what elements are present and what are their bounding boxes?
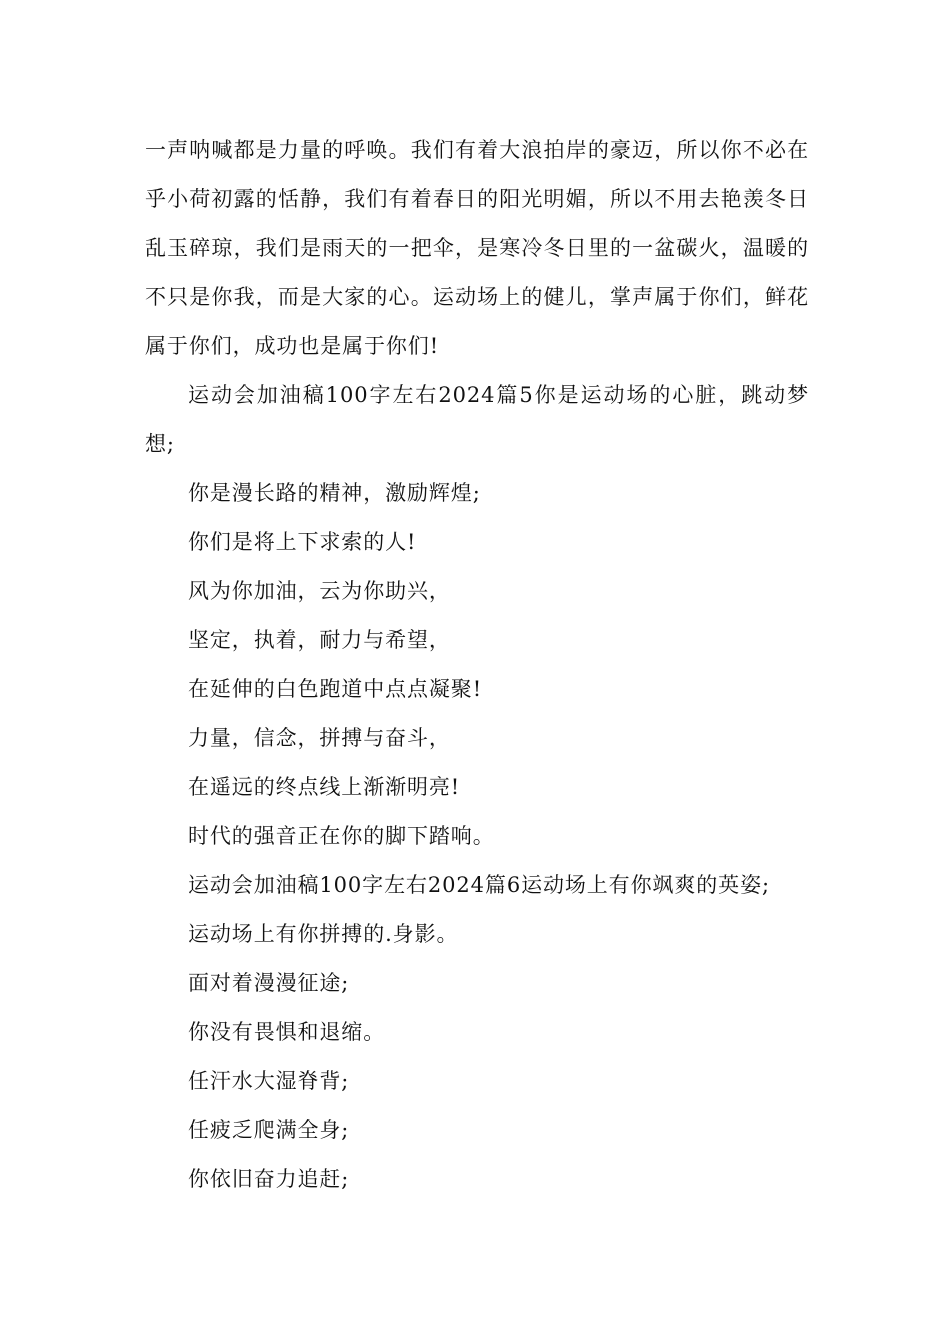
paragraph-line: 时代的强音正在你的脚下踏响。 [188,824,495,848]
paragraph-line: 你们是将上下求索的人! [188,530,417,554]
document-body [145,126,809,1204]
paragraph-line: 力量，信念，拼搏与奋斗， [188,726,451,750]
paragraph-line: 你依旧奋力追赶; [188,1167,350,1191]
paragraph-line: 风为你加油，云为你助兴， [188,579,451,603]
paragraph-line: 在遥远的终点线上渐渐明亮! [188,775,461,799]
paragraph-line: 面对着漫漫征途; [188,971,350,995]
paragraph-line: 你没有畏惧和退缩。 [188,1020,386,1044]
paragraph-line: 任汗水大湿脊背; [188,1069,350,1093]
paragraph-heading-5: 运动会加油稿100字左右2024篇5你是运动场的心脏，跳动梦想; [145,383,809,456]
paragraph-line: 运动场上有你拼搏的.身影。 [188,922,459,946]
paragraph-line: 坚定，执着，耐力与希望， [188,628,451,652]
paragraph-intro: 一声呐喊都是力量的呼唤。我们有着大浪拍岸的豪迈，所以你不必在乎小荷初露的恬静，我们有着春日的阳光明媚，所以不用去艳羡冬日乱玉碎琼，我们是雨天的一把伞，是寒冷冬日里的一盆碳火，温暖的不只是你我，而是大家的心。运动场上的健儿，掌声属于你们，鲜花属于你们，成功也是属于你们! [145,138,809,358]
paragraph-line: 在延伸的白色跑道中点点凝聚! [188,677,483,701]
paragraph-line: 你是漫长路的精神，激励辉煌; [188,481,481,505]
paragraph-heading-6: 运动会加油稿100字左右2024篇6运动场上有你飒爽的英姿; [188,873,770,897]
paragraph-line: 任疲乏爬满全身; [188,1118,350,1142]
